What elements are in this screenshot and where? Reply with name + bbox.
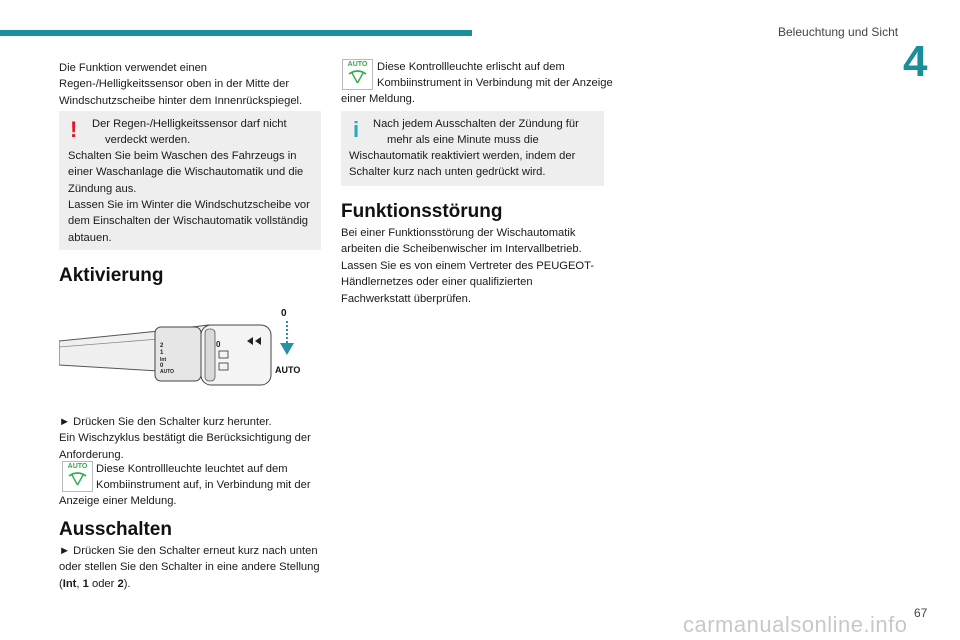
off-step-int: Int xyxy=(62,577,77,590)
auto-wiper-lamp-on-label: AUTO xyxy=(67,463,88,470)
info-text-line2: mehr als eine Minute muss die xyxy=(387,134,539,146)
arrow-label-0: 0 xyxy=(281,308,287,319)
off-step-sep1: , xyxy=(76,577,83,590)
off-step-sep2: oder xyxy=(88,577,118,590)
warning-text-line1: Der Regen-/Helligkeitssensor darf nicht xyxy=(92,118,287,130)
lamp-on-line2: Kombiinstrument auf, in Verbindung mit der xyxy=(96,479,311,491)
auto-wiper-lamp-off-label: AUTO xyxy=(347,61,368,68)
warning-exclamation-icon: ! xyxy=(70,117,78,142)
activation-confirmation: Ein Wischzyklus bestätigt die Berücksichtigung der Anforderung. xyxy=(59,432,311,461)
chapter-number: 4 xyxy=(903,37,928,86)
off-heading: Ausschalten xyxy=(59,519,172,540)
lamp-off-line3: einer Meldung. xyxy=(341,93,416,105)
page-number: 67 xyxy=(914,606,928,620)
wiper-stalk-illustration xyxy=(59,303,321,395)
stalk-label-2: 2 xyxy=(160,343,164,349)
lamp-off-line1: Diese Kontrollleuchte erlischt auf dem xyxy=(377,61,565,73)
activation-step-1: ► Drücken Sie den Schalter kurz herunter. xyxy=(59,416,272,428)
watermark: carmanualsonline.info xyxy=(683,612,908,637)
activation-step xyxy=(59,414,327,463)
header-accent-bar xyxy=(0,30,472,36)
off-step-2: 2 xyxy=(117,577,124,590)
auto-wiper-lamp-on-icon xyxy=(62,461,93,492)
lamp-on-line3: Anzeige einer Meldung. xyxy=(59,495,177,507)
warning-text-winter: Lassen Sie im Winter die Windschutzscheibe vor dem Einschalten der Wischautomatik vollständig abtauen. xyxy=(68,199,310,244)
activation-heading: Aktivierung xyxy=(59,265,164,286)
section-title: Beleuchtung und Sicht xyxy=(778,25,899,39)
lamp-off-line2: Kombiinstrument in Verbindung mit der Anzeige xyxy=(377,77,613,89)
stalk-label-int: Int xyxy=(160,357,167,363)
warning-note xyxy=(59,111,321,250)
warning-text-line2: verdeckt werden. xyxy=(105,134,191,146)
auto-wiper-lamp-off-icon xyxy=(342,59,373,90)
stalk-label-1: 1 xyxy=(160,350,164,356)
arrow-label-auto: AUTO xyxy=(275,365,301,375)
info-note xyxy=(341,111,604,186)
intro-paragraph: Die Funktion verwendet einen Regen-/Helligkeitssensor oben in der Mitte der Windschutzscheibe hinter dem Innenrückspiegel. xyxy=(59,62,303,107)
stalk-label-auto: AUTO xyxy=(160,369,175,375)
info-icon: i xyxy=(353,117,360,142)
fault-heading: Funktionsstörung xyxy=(341,201,503,222)
warning-text-wash: Schalten Sie beim Waschen des Fahrzeugs in einer Waschanlage die Wischautomatik und die Zündung aus. xyxy=(68,150,304,195)
lamp-on-line1: Diese Kontrollleuchte leuchtet auf dem xyxy=(96,463,288,475)
off-step-prefix: ► Drücken Sie den Schalter erneut kurz nach unten oder stellen Sie den Schalter in eine andere Stellung ( xyxy=(59,545,320,590)
info-text-rest: Wischautomatik reaktiviert werden, indem der Schalter kurz nach unten gedrückt wird. xyxy=(349,150,576,179)
off-step-suffix: ). xyxy=(123,577,131,590)
stalk-label-0: 0 xyxy=(160,363,164,369)
info-text-line1: Nach jedem Ausschalten der Zündung für xyxy=(373,118,579,130)
off-step-1: 1 xyxy=(82,577,89,590)
off-step xyxy=(59,543,323,592)
fault-text: Bei einer Funktionsstörung der Wischautomatik arbeiten die Scheibenwischer im Intervallbetrieb. Lassen Sie es von einem Vertreter des PEUGEOT-Händlernetzes oder einer qualifizierten Fachwerkstatt überprüfen. xyxy=(341,227,595,305)
wiper-stalk-drawing xyxy=(59,303,321,395)
switch-label-0: 0 xyxy=(216,340,221,349)
